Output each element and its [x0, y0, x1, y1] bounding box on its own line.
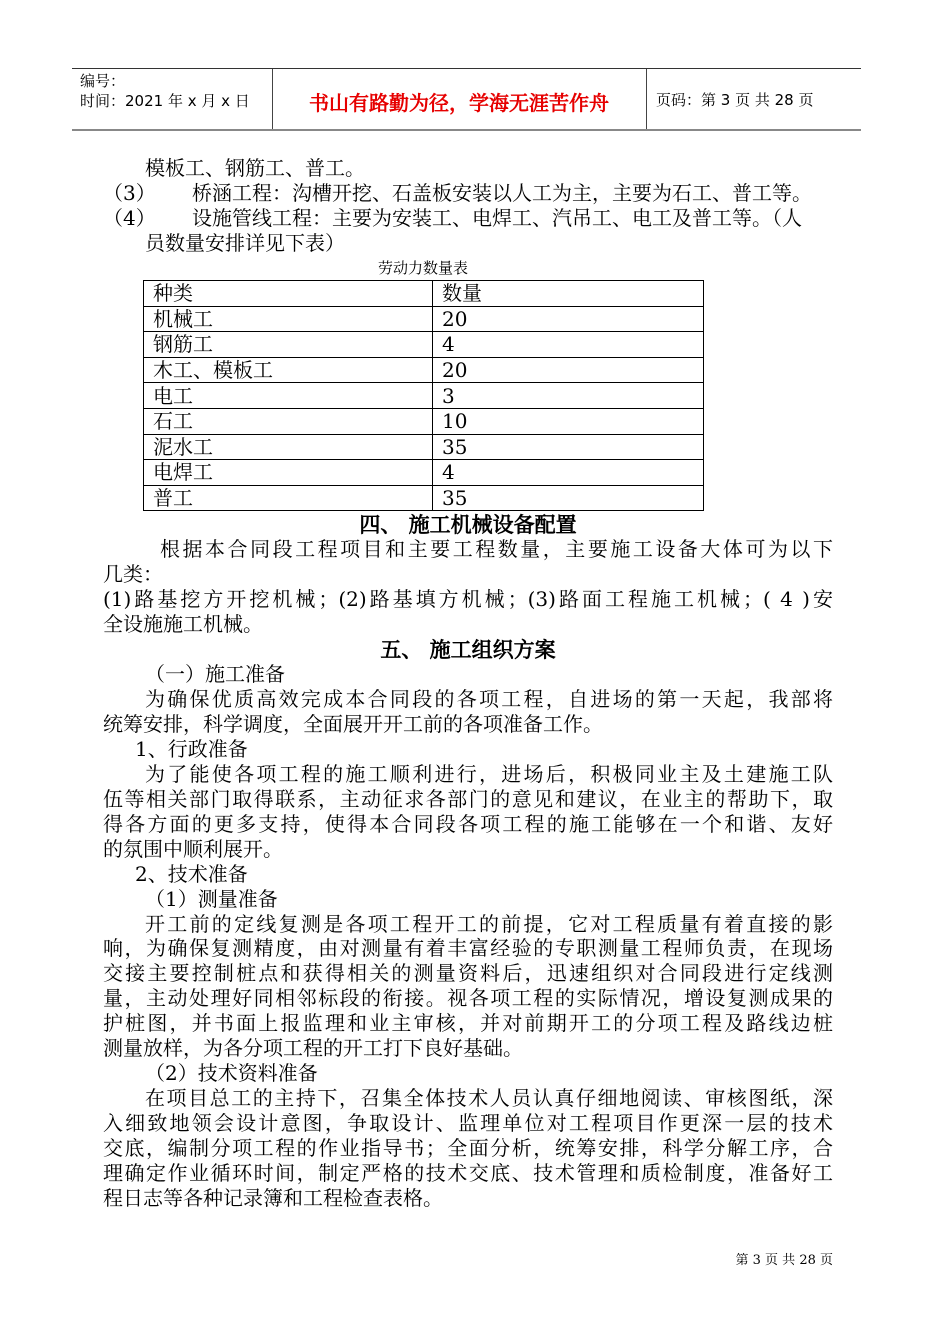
table-title: 劳动力数量表: [377, 259, 468, 277]
list-number: （4）: [103, 206, 156, 230]
body-line: 量，主动处理好同相邻标段的衔接。视各项工程的实际情况，增设复测成果的: [103, 986, 833, 1011]
cell-quantity: 20: [433, 306, 704, 332]
body-line: 的氛围中顺利展开。: [103, 836, 283, 861]
table-row: [144, 408, 704, 434]
time-label: 时间：2021 年 x 月 x 日: [80, 92, 250, 110]
body-line: 2、技术准备: [135, 861, 248, 886]
cell-type: 机械工: [144, 306, 433, 332]
section-heading: 四、 施工机械设备配置: [359, 512, 577, 537]
cell-quantity: 10: [433, 408, 704, 434]
section-heading: 五、 施工组织方案: [380, 637, 556, 662]
body-line: 统筹安排，科学调度，全面展开开工前的各项准备工作。: [103, 711, 603, 736]
body-line: 入细致地领会设计意图，争取设计、监理单位对工程项目作更深一层的技术: [103, 1111, 833, 1136]
cell-type: 种类: [144, 281, 433, 307]
list-text: 桥涵工程：沟槽开挖、石盖板安装以人工为主，主要为石工、普工等。: [192, 181, 812, 205]
body-line: 响，为确保复测精度，由对测量有着丰富经验的专职测量工程师负责，在现场: [103, 936, 833, 961]
body-line: 伍等相关部门取得联系，主动征求各部门的意见和建议，在业主的帮助下，取: [103, 786, 833, 811]
cell-type: 木工、模板工: [144, 357, 433, 383]
cell-quantity: 4: [433, 332, 704, 358]
table-row: [144, 460, 704, 486]
cell-quantity: 35: [433, 434, 704, 460]
number-label: 编号：: [80, 72, 126, 90]
body-line: 为确保优质高效完成本合同段的各项工程，自进场的第一天起，我部将: [145, 686, 833, 711]
body-line: 开工前的定线复测是各项工程开工的前提，它对工程质量有着直接的影: [145, 911, 833, 936]
body-line: 为了能使各项工程的施工顺利进行，进场后，积极同业主及土建施工队: [145, 761, 833, 786]
body-line: 交底，编制分项工程的作业指导书；全面分析，统筹安排，科学分解工序，合: [103, 1136, 833, 1161]
header-divider: [646, 69, 647, 129]
body-line: 几类：: [103, 561, 163, 586]
body-line: （1）测量准备: [145, 886, 278, 911]
body-line: 得各方面的更多支持，使得本合同段各项工程的施工能够在一个和谐、友好: [103, 811, 833, 836]
body-line: （2）技术资料准备: [145, 1061, 318, 1086]
table-row: [144, 434, 704, 460]
cell-quantity: 3: [433, 383, 704, 409]
header-motto: 书山有路勤为径，学海无涯苦作舟: [309, 91, 609, 115]
body-line: 员数量安排详见下表）: [145, 231, 345, 255]
body-line: 模板工、钢筋工、普工。: [145, 156, 365, 180]
cell-quantity: 20: [433, 357, 704, 383]
cell-type: 普工: [144, 485, 433, 511]
body-line: 程日志等各种记录簿和工程检查表格。: [103, 1185, 443, 1210]
body-line: 根据本合同段工程项目和主要工程数量，主要施工设备大体可为以下: [160, 537, 833, 561]
labor-table: [143, 280, 704, 511]
cell-type: 石工: [144, 408, 433, 434]
header-page-info: 页码：第 3 页 共 28 页: [656, 91, 814, 109]
table-row: [144, 332, 704, 358]
page-footer: 第 3 页 共 28 页: [735, 1253, 833, 1268]
header-meta: [80, 71, 250, 111]
body-line: (1)路基挖方开挖机械；(2)路基填方机械；(3)路面工程施工机械；( 4 )安: [103, 586, 833, 611]
cell-quantity: 35: [433, 485, 704, 511]
cell-quantity: 数量: [433, 281, 704, 307]
cell-type: 泥水工: [144, 434, 433, 460]
body-line: 测量放样，为各分项工程的开工打下良好基础。: [103, 1036, 523, 1061]
body-line: 护桩图，并书面上报监理和业主审核，并对前期开工的分项工程及路线边桩: [103, 1011, 833, 1036]
list-number: （3）: [103, 181, 156, 205]
table-row: [144, 383, 704, 409]
body-line: 在项目总工的主持下，召集全体技术人员认真仔细地阅读、审核图纸，深: [145, 1086, 833, 1111]
body-line: 1、行政准备: [135, 736, 248, 761]
body-line: （一）施工准备: [145, 662, 285, 686]
body-line: 全设施施工机械。: [103, 611, 263, 636]
table-row: [144, 357, 704, 383]
body-line: 理确定作业循环时间，制定严格的技术交底、技术管理和质检制度，准备好工: [103, 1161, 833, 1185]
cell-type: 钢筋工: [144, 332, 433, 358]
list-text: 设施管线工程：主要为安装工、电焊工、汽吊工、电工及普工等。（人: [192, 206, 802, 230]
table-header-row: [144, 281, 704, 307]
body-line: 交接主要控制桩点和获得相关的测量资料后，迅速组织对合同段进行定线测: [103, 961, 833, 986]
cell-type: 电焊工: [144, 460, 433, 486]
table-row: [144, 485, 704, 511]
cell-quantity: 4: [433, 460, 704, 486]
page-header: [72, 68, 861, 131]
table-row: [144, 306, 704, 332]
cell-type: 电工: [144, 383, 433, 409]
